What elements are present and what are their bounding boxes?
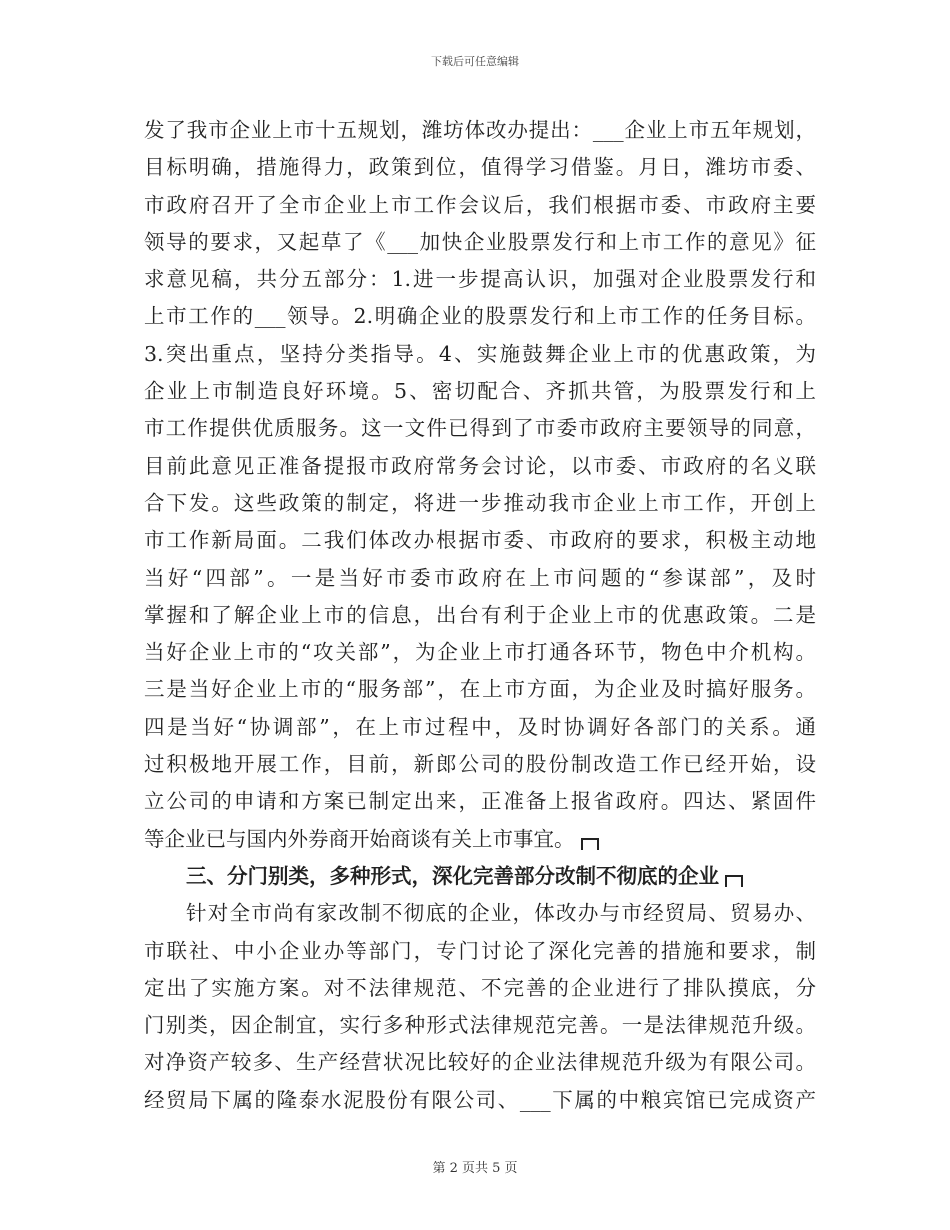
text-line: 合下发。这些政策的制定，将进一步推动我市企业上市工作，开创上: [144, 490, 816, 515]
text-line: 立公司的申请和方案已制定出来，正准备上报省政府。四达、紧固件: [144, 789, 816, 814]
text-line: 经贸局下属的隆泰水泥股份有限公司、___下属的中粮宾馆已完成资产: [144, 1087, 816, 1112]
text-line: 领导的要求，又起草了《___加快企业股票发行和上市工作的意见》征: [144, 229, 816, 254]
text-line: 企业上市制造良好环境。5、密切配合、齐抓共管，为股票发行和上: [144, 379, 816, 404]
text-line: 目标明确，措施得力，政策到位，值得学习借鉴。月日，潍坊市委、: [144, 155, 816, 180]
page-header: 下载后可任意编辑: [431, 55, 519, 68]
text-line: 掌握和了解企业上市的信息，出台有利于企业上市的优惠政策。二是: [144, 602, 816, 627]
text-line: 3.突出重点，坚持分类指导。4、实施鼓舞企业上市的优惠政策，为: [144, 341, 816, 366]
section-heading-text: 三、分门别类，多种形式，深化完善部分改制不彻底的企业: [186, 863, 719, 888]
text-line-last: [144, 821, 816, 858]
text-line: 求意见稿，共分五部分：1.进一步提高认识，加强对企业股票发行和: [144, 267, 816, 292]
text-line: 三是当好企业上市的“服务部”，在上市方面，为企业及时搞好服务。: [144, 677, 816, 702]
text-line: 市联社、中小企业办等部门，专门讨论了深化完善的措施和要求，制: [144, 938, 816, 963]
text-line: 发了我市企业上市十五规划，潍坊体改办提出：___企业上市五年规划，: [144, 118, 816, 142]
text-line: 市工作提供优质服务。这一文件已得到了市委市政府主要领导的同意，: [144, 416, 816, 441]
text-line: 针对全市尚有家改制不彻底的企业，体改办与市经贸局、贸易办、: [186, 901, 816, 926]
paragraph-mark-icon: [725, 875, 743, 887]
text-line-content: 等企业已与国内外券商开始商谈有关上市事宜。: [144, 826, 575, 851]
text-line: 上市工作的___领导。2.明确企业的股票发行和上市工作的任务目标。: [144, 304, 816, 329]
page-footer: 第 2 页共 5 页: [432, 1161, 518, 1176]
text-line: 市工作新局面。二我们体改办根据市委、市政府的要求，积极主动地: [144, 528, 816, 553]
text-line: 目前此意见正准备提报市政府常务会讨论，以市委、市政府的名义联: [144, 453, 816, 478]
text-line: 对净资产较多、生产经营状况比较好的企业法律规范升级为有限公司。: [144, 1050, 816, 1075]
section-heading: [144, 858, 816, 895]
text-line: 市政府召开了全市企业上市工作会议后，我们根据市委、市政府主要: [144, 192, 816, 217]
text-line: 定出了实施方案。对不法律规范、不完善的企业进行了排队摸底，分: [144, 975, 816, 1000]
text-line: 门别类，因企制宜，实行多种形式法律规范完善。一是法律规范升级。: [144, 1013, 816, 1038]
text-line: 当好企业上市的“攻关部”，为企业上市打通各环节，物色中介机构。: [144, 640, 816, 665]
text-line: 过积极地开展工作，目前，新郎公司的股份制改造工作已经开始，设: [144, 752, 816, 777]
text-line: 四是当好“协调部”，在上市过程中，及时协调好各部门的关系。通: [144, 714, 816, 739]
text-line: 当好“四部”。一是当好市委市政府在上市问题的“参谋部”，及时: [144, 565, 816, 590]
document-body: [144, 112, 816, 1119]
paragraph-mark-icon: [581, 838, 599, 850]
